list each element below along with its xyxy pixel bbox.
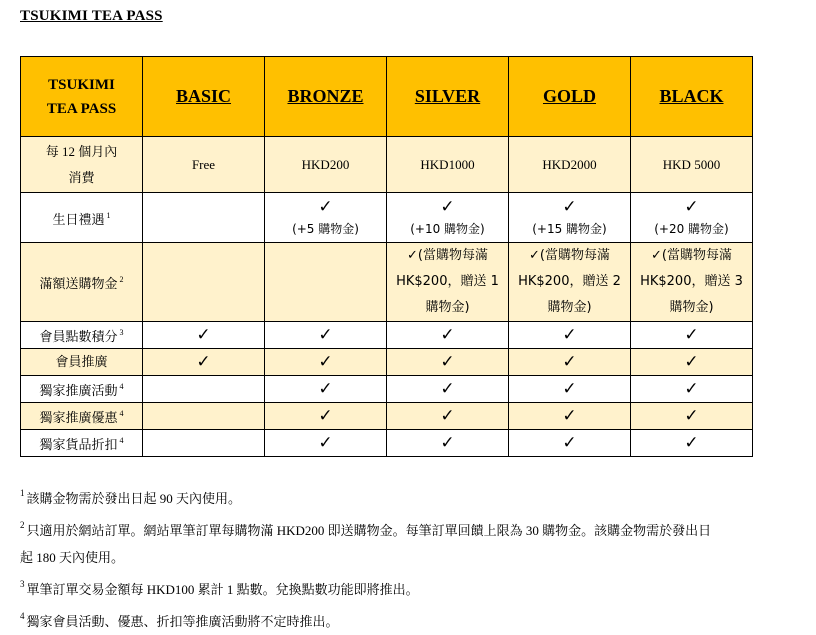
bonus-line: HK$200，贈送 1 [396,274,499,289]
table-cell [631,430,753,457]
table-cell: HKD2000 [509,137,631,193]
bonus-line: ✓(當購物每滿 [651,248,732,263]
table-cell [387,322,509,349]
checkmark-icon: ✓ [440,352,455,371]
bonus-note: (+15 購物金) [532,222,607,236]
tier-header-row [21,57,753,137]
table-cell [509,243,631,322]
footnote-ref: 4 [119,436,124,445]
row-label-text: 消費 [68,169,95,185]
row-label [21,349,143,376]
table-cell: HKD200 [265,137,387,193]
bonus-note: (+20 購物金) [654,222,729,236]
table-cell [387,243,509,322]
footnote-ref: 4 [119,409,124,418]
corner-label-line: TSUKIMI [48,76,115,93]
table-cell [631,243,753,322]
checkmark-icon: ✓ [440,379,455,398]
tier-header-black: BLACK [631,57,753,137]
table-cell [509,349,631,376]
table-cell [509,322,631,349]
checkmark-icon: ✓ [562,406,577,425]
footnote [20,571,800,603]
corner-header [21,57,143,137]
footnote-text: 該購金物需於發出日起 90 天內使用。 [26,491,242,506]
table-cell [143,376,265,403]
bonus-line: 購物金) [669,300,714,315]
checkmark-icon: ✓ [684,325,699,344]
table-cell [143,403,265,430]
checkmark-icon: ✓ [440,325,455,344]
row-label [21,137,143,193]
footnote [20,603,800,635]
table-cell [509,403,631,430]
table-cell [631,403,753,430]
table-row [21,137,753,193]
table-cell [143,193,265,243]
row-label [21,376,143,403]
table-cell: HKD1000 [387,137,509,193]
row-label-text: 獨家推廣優惠 [39,410,118,425]
table-cell [387,430,509,457]
table-cell [143,430,265,457]
table-cell [509,193,631,243]
checkmark-icon: ✓ [440,197,455,216]
table-row [21,376,753,403]
row-label [21,403,143,430]
footnote-number: 1 [20,488,25,498]
table-cell [265,403,387,430]
footnote-text: 起 180 天內使用。 [20,550,125,565]
checkmark-icon: ✓ [562,325,577,344]
footnote-number: 2 [20,520,25,530]
row-label [21,322,143,349]
footnote-ref: 2 [119,275,124,284]
checkmark-icon: ✓ [684,197,699,216]
footnote-text: 獨家會員活動、優惠、折扣等推廣活動將不定時推出。 [26,614,339,629]
bonus-note: (+10 購物金) [410,222,485,236]
checkmark-icon: ✓ [196,325,211,344]
bonus-line: 購物金) [425,300,470,315]
tier-header-basic: BASIC [143,57,265,137]
row-label-text: 每 12 個月內 [45,143,118,159]
footnotes [20,480,800,635]
row-label-text: 會員推廣 [55,354,108,369]
footnote-number: 3 [20,579,25,589]
row-label [21,243,143,322]
table-cell [387,349,509,376]
footnote-ref: 4 [119,382,124,391]
bonus-line: HK$200，贈送 2 [518,274,621,289]
page-title: TSUKIMI TEA PASS [20,8,163,24]
checkmark-icon: ✓ [684,379,699,398]
table-cell [265,349,387,376]
table-cell [387,193,509,243]
checkmark-icon: ✓ [562,197,577,216]
row-label-text: 生日禮遇 [52,211,105,227]
corner-label-line: TEA PASS [46,100,117,117]
table-row [21,322,753,349]
table-row [21,349,753,376]
table-row [21,243,753,322]
table-cell [143,322,265,349]
footnote-ref: 3 [119,328,124,337]
footnote-text: 單筆訂單交易金額每 HKD100 累計 1 點數。兌換點數功能即將推出。 [26,582,419,597]
bonus-line: HK$200，贈送 3 [640,274,743,289]
table-cell [631,322,753,349]
table-cell [509,430,631,457]
footnote [20,544,800,571]
checkmark-icon: ✓ [318,433,333,452]
tea-pass-table [20,56,753,457]
checkmark-icon: ✓ [684,352,699,371]
footnote [20,480,800,512]
checkmark-icon: ✓ [318,352,333,371]
bonus-line: ✓(當購物每滿 [407,248,488,263]
table-cell [265,193,387,243]
table-cell [509,376,631,403]
footnote-ref: 1 [106,210,111,220]
bonus-line: 購物金) [547,300,592,315]
table-cell [265,322,387,349]
checkmark-icon: ✓ [562,352,577,371]
row-label-text: 滿額送購物金 [39,276,118,291]
table-cell: HKD 5000 [631,137,753,193]
footnote [20,512,800,544]
bonus-note: (+5 購物金) [292,222,359,236]
footnote-number: 4 [20,611,25,621]
checkmark-icon: ✓ [562,433,577,452]
checkmark-icon: ✓ [196,352,211,371]
table-cell [265,243,387,322]
table-cell [387,376,509,403]
checkmark-icon: ✓ [318,406,333,425]
row-label-text: 獨家推廣活動 [39,383,118,398]
table-cell [631,193,753,243]
table-row [21,403,753,430]
table-cell [265,430,387,457]
checkmark-icon: ✓ [440,406,455,425]
checkmark-icon: ✓ [684,433,699,452]
table-cell: Free [143,137,265,193]
footnote-text: 只適用於網站訂單。網站單筆訂單每購物滿 HKD200 即送購物金。每筆訂單回饋上限為 30 購物金。該購金物需於發出日 [26,523,712,538]
tier-header-bronze: BRONZE [265,57,387,137]
row-label [21,193,143,243]
tier-header-silver: SILVER [387,57,509,137]
checkmark-icon: ✓ [318,197,333,216]
row-label [21,430,143,457]
checkmark-icon: ✓ [318,379,333,398]
table-cell [631,349,753,376]
table-cell [143,349,265,376]
table-cell [387,403,509,430]
bonus-line: ✓(當購物每滿 [529,248,610,263]
tier-header-gold: GOLD [509,57,631,137]
table-cell [631,376,753,403]
table-row [21,430,753,457]
checkmark-icon: ✓ [562,379,577,398]
checkmark-icon: ✓ [684,406,699,425]
checkmark-icon: ✓ [440,433,455,452]
table-row [21,193,753,243]
row-label-text: 會員點數積分 [39,329,118,344]
checkmark-icon: ✓ [318,325,333,344]
table-cell [143,243,265,322]
row-label-text: 獨家貨品折扣 [39,437,118,452]
table-cell [265,376,387,403]
